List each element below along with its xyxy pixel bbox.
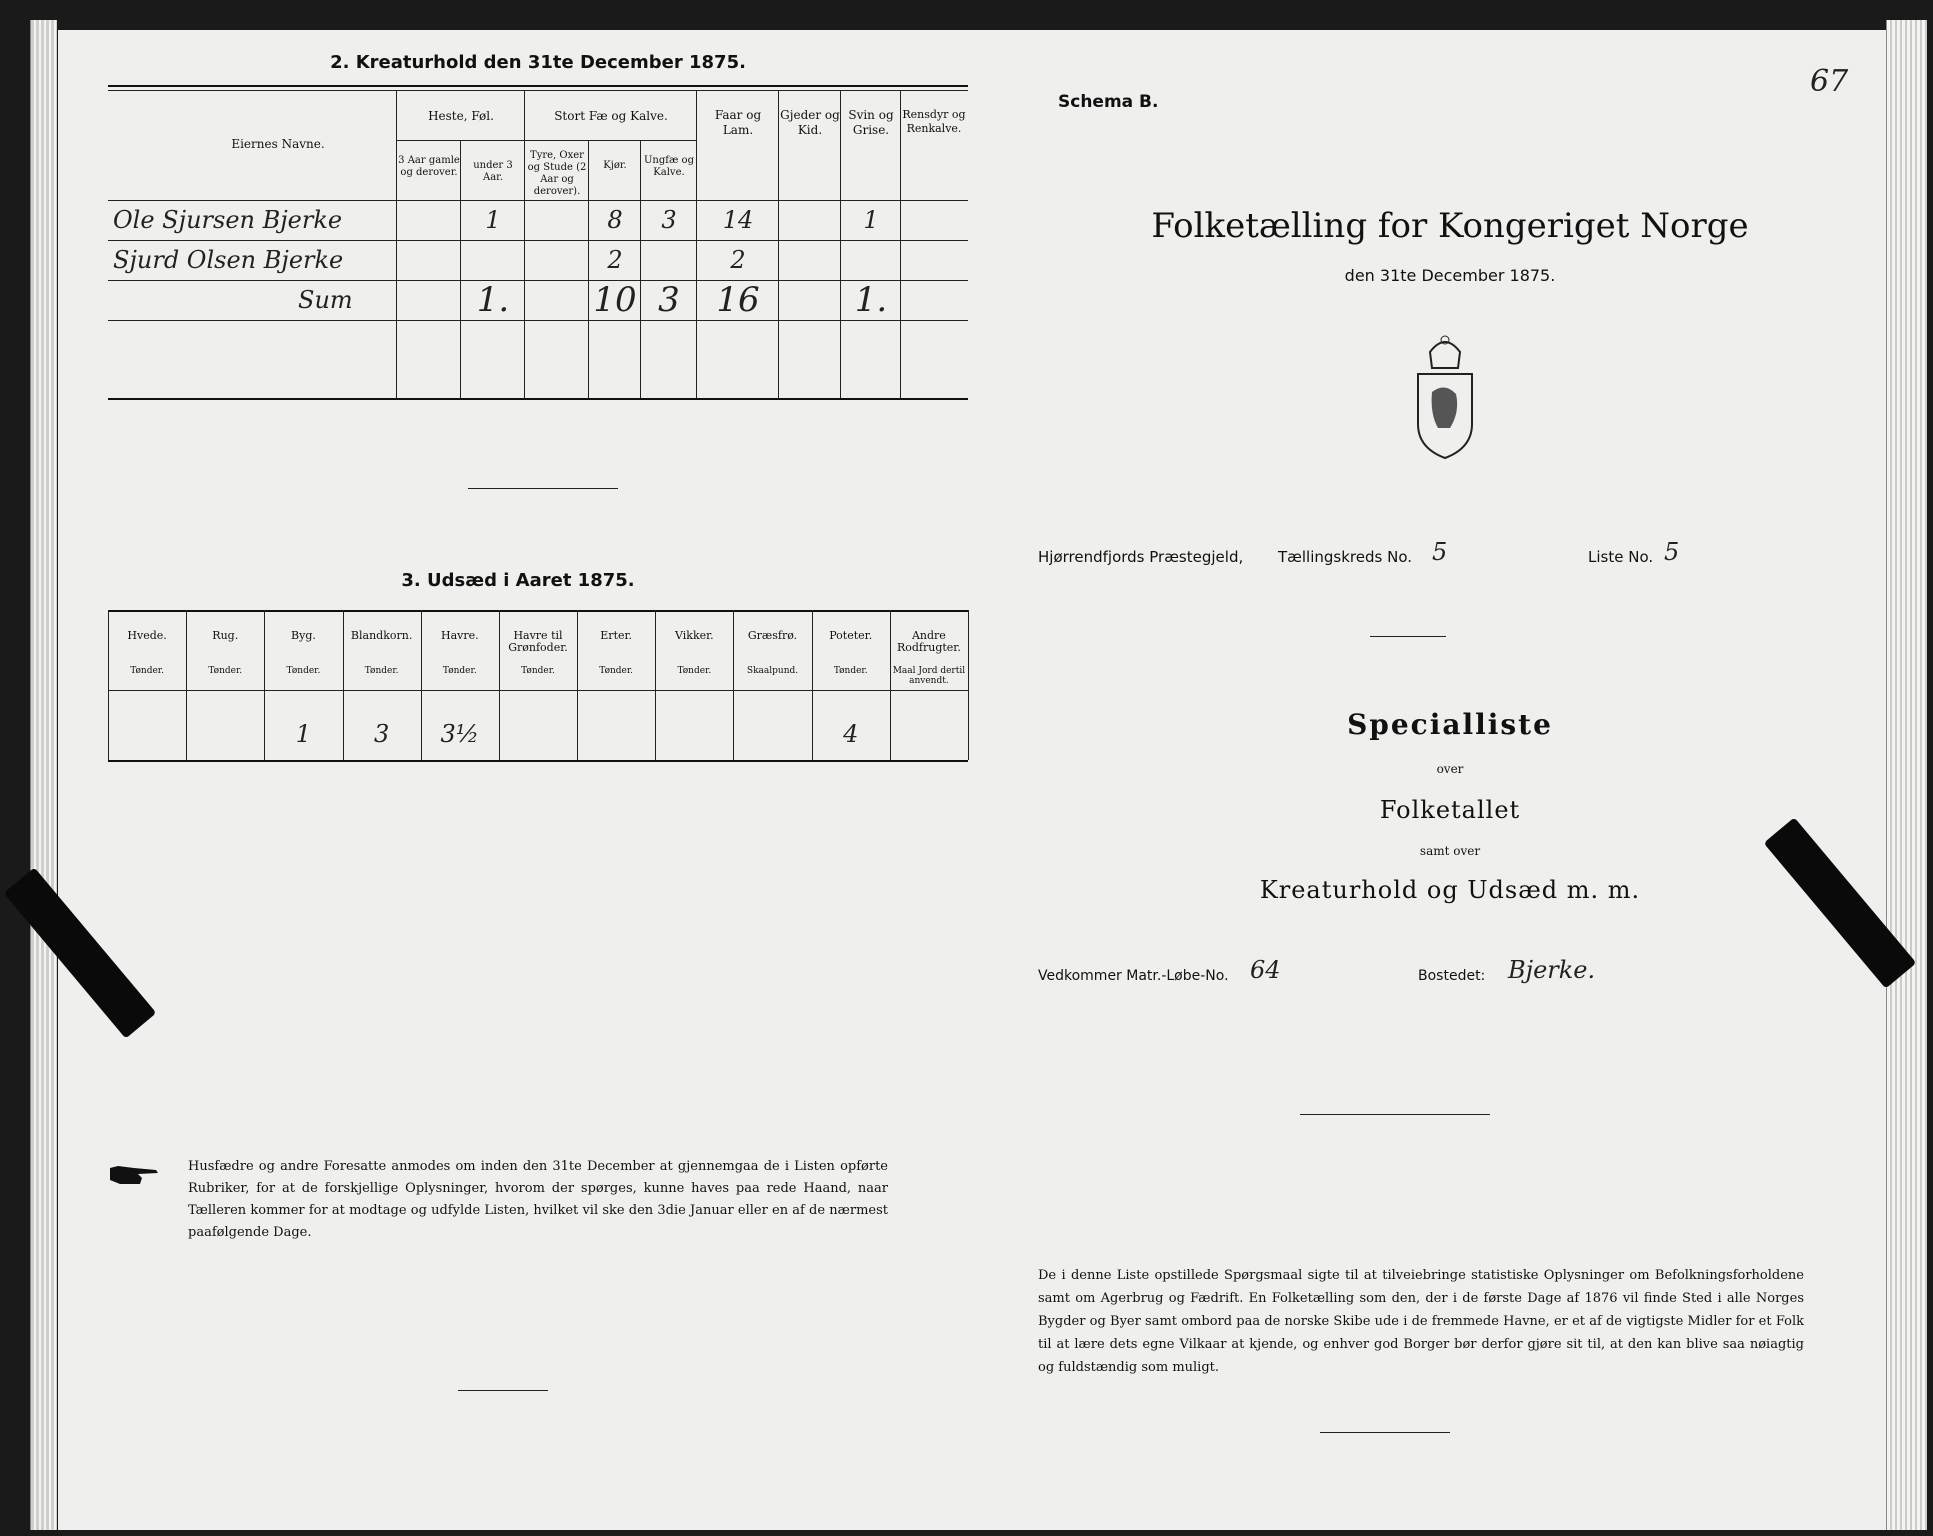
schema-label: Schema B.: [1058, 92, 1159, 112]
cell: 8: [607, 206, 623, 234]
crop-column-divider: [968, 610, 969, 760]
section3-title: 3. Udsæd i Aaret 1875.: [401, 570, 635, 591]
col-header: Gjeder og Kid.: [780, 108, 840, 137]
cell: 2: [607, 246, 623, 274]
matr-value: 64: [1250, 956, 1281, 984]
col-header: Rensdyr og Renkalve.: [902, 108, 966, 135]
footer-text: De i denne Liste opstillede Spørgsmaal sigte til at tilveiebringe statistiske Oplysninger om Befolkningsforholdene samt om Agerbrug og Fædrift. En Folketælling som den, der i de første Dage af 1876 vil finde Sted i alle Norges Bygder og Byer samt ombord paa de norske Skibe ude i de fremmede Havne, er et af de vigtigste Midler for et Folk til at lære dets egne Vilkaar at kjende, og enhver god Borger bør derfor gjøre sit til, at den kan blive saa nøiagtig og fuldstændig som muligt.: [1038, 1268, 1804, 1375]
crop-unit: Skaalpund.: [746, 666, 799, 676]
main-subtitle: den 31te December 1875.: [1344, 266, 1556, 285]
col-header: Faar og Lam.: [714, 108, 762, 137]
crop-name: Erter.: [600, 629, 633, 642]
sum-cell: 16: [716, 280, 760, 320]
liste-label: Liste No.: [1588, 548, 1654, 566]
crop-name: Vikker.: [675, 629, 714, 642]
samt-over: samt over: [1419, 844, 1481, 858]
cell: 1: [863, 206, 879, 234]
crop-unit: Tønder.: [286, 666, 321, 676]
main-title: Folketælling for Kongeriget Norge: [1151, 206, 1749, 246]
folketallet: Folketallet: [1379, 796, 1521, 824]
left-page: [58, 30, 982, 1530]
crop-name: Blandkorn.: [350, 629, 413, 642]
sum-cell: 1.: [854, 280, 888, 320]
col-header: under 3 Aar.: [473, 160, 513, 183]
page-number: 67: [1810, 64, 1849, 99]
bosted-label: Bostedet:: [1418, 968, 1486, 984]
owner-name: Ole Sjursen Bjerke: [113, 206, 343, 234]
pointing-hand-icon: [108, 1162, 160, 1188]
coat-of-arms-icon: [1400, 332, 1490, 462]
crop-name: Andre Rodfrugter.: [896, 629, 961, 654]
sum-cell: 10: [593, 280, 637, 320]
crop-name: Rug.: [212, 629, 239, 642]
crop-unit: Tønder.: [442, 666, 477, 676]
owner-header: Eiernes Navne.: [231, 137, 325, 151]
sum-cell: 3: [658, 280, 680, 320]
crop-name: Poteter.: [829, 629, 873, 642]
section2-title: 2. Kreaturhold den 31te December 1875.: [330, 52, 746, 73]
col-header: Kjør.: [603, 160, 627, 171]
col-header: Svin og Grise.: [848, 108, 894, 137]
notice-text: Husfædre og andre Foresatte anmodes om inden den 31te December at gjennemgaa de i Listen opførte Rubriker, for at de forskjellige Oplysninger, hvorom der spørges, kunne haves paa rede Haand, naar Tælleren kommer for at modtage og udfylde Listen, hvilket vil ske den 3die Januar eller en af de nærmest paafølgende Dage.: [188, 1159, 888, 1240]
cell: 1: [485, 206, 501, 234]
krets-label: Tællingskreds No.: [1278, 548, 1412, 566]
sum-cell: 1.: [476, 280, 510, 320]
special-heading: Specialliste: [1347, 708, 1553, 741]
crop-value: 4: [843, 720, 859, 748]
group-stortfae: Stort Fæ og Kalve.: [554, 109, 668, 123]
bosted-value: Bjerke.: [1508, 956, 1596, 984]
col-header: Ungfæ og Kalve.: [644, 155, 694, 178]
col-header: Tyre, Oxer og Stude (2 Aar og derover).: [527, 150, 587, 197]
crop-value: 3½: [440, 720, 480, 748]
crop-name: Havre til Grønfoder.: [508, 629, 568, 654]
left-page-edge: [30, 20, 57, 1530]
matr-label: Vedkommer Matr.-Løbe-No.: [1038, 968, 1229, 984]
group-heste: Heste, Føl.: [428, 109, 494, 123]
crop-unit: Tønder.: [208, 666, 243, 676]
crop-name: Havre.: [440, 629, 479, 642]
prestegjeld: Hjørrendfjords Præstegjeld,: [1038, 548, 1244, 566]
crop-name: Byg.: [291, 629, 316, 642]
crop-name: Græsfrø.: [747, 629, 798, 642]
owner-name: Sjurd Olsen Bjerke: [113, 246, 344, 274]
crop-unit: Tønder.: [364, 666, 399, 676]
over-text: over: [1436, 762, 1464, 776]
kreatur-heading: Kreaturhold og Udsæd m. m.: [1259, 876, 1641, 904]
cell: 3: [661, 206, 677, 234]
crop-value: 3: [373, 720, 390, 748]
crop-name: Hvede.: [127, 629, 167, 642]
krets-value: 5: [1432, 538, 1448, 566]
crop-unit: Tønder.: [130, 666, 164, 676]
cell: 14: [722, 206, 754, 234]
crop-unit: Tønder.: [833, 666, 868, 676]
cell: 2: [730, 246, 746, 274]
col-header: 3 Aar gamle og derover.: [398, 155, 460, 178]
crop-unit: Tønder.: [599, 666, 634, 676]
crop-value: 1: [295, 720, 312, 748]
sum-label: Sum: [298, 286, 353, 314]
liste-value: 5: [1664, 538, 1680, 566]
crop-unit: Tønder.: [521, 666, 555, 676]
crop-unit: Tønder.: [677, 666, 712, 676]
crop-unit: Maal Jord dertil anvendt.: [892, 666, 966, 686]
right-page-edge: [1886, 20, 1927, 1530]
right-page: [980, 30, 1886, 1530]
